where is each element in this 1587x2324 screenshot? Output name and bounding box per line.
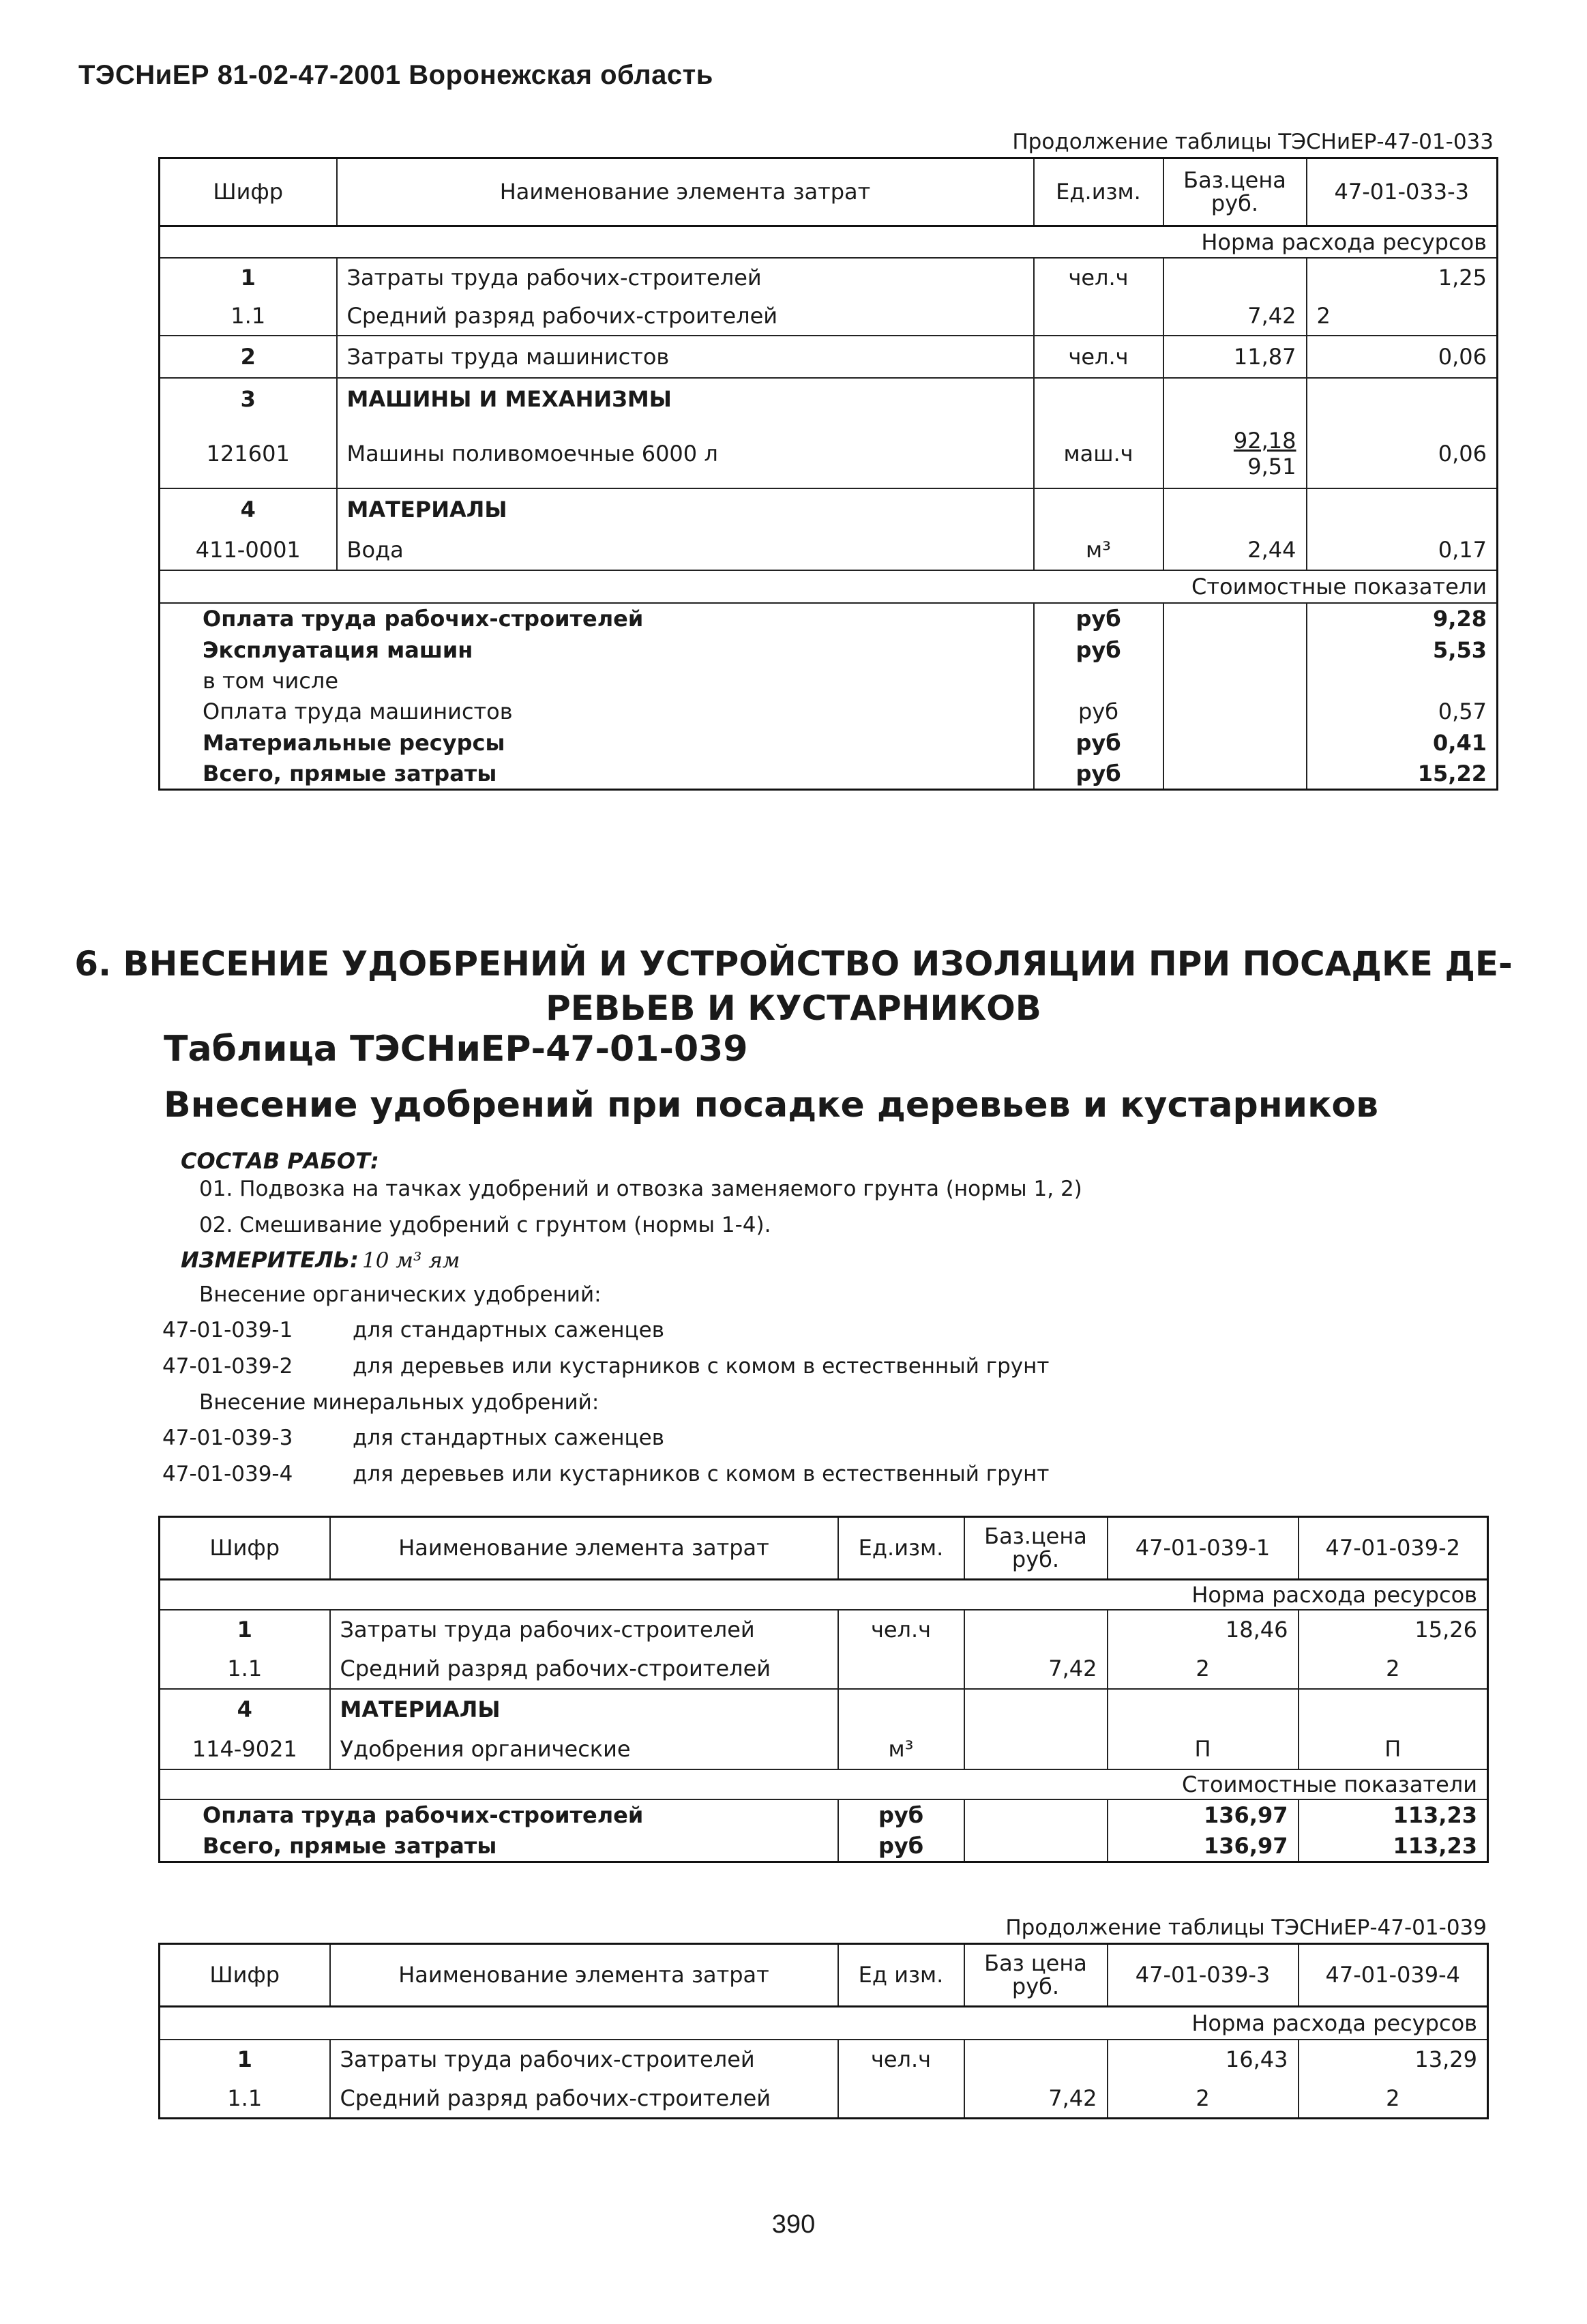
cost-row: Эксплуатация машин руб 5,53 xyxy=(160,634,1498,666)
item-code: 47-01-039-2 xyxy=(162,1354,293,1379)
col-code: Шифр xyxy=(160,1944,330,2007)
table-row: 1 Затраты труда рабочих-строителей чел.ч 16,43 13,29 xyxy=(160,2040,1488,2079)
cost-row: Оплата труда рабочих-строителей руб 136,97 113,23 xyxy=(160,1799,1488,1831)
table3-header-row xyxy=(160,1944,1488,2007)
table-title: Таблица ТЭСНиЕР-47-01-039 xyxy=(164,1029,748,1070)
col-price: Баз цена руб. xyxy=(964,1944,1108,2007)
cost-row: Материальные ресурсы руб 0,41 xyxy=(160,727,1498,759)
col-norm-2: 47-01-039-2 xyxy=(1299,1517,1488,1580)
table-row: 121601 Машины поливомоечные 6000 л маш.ч 92,18 9,51 0,06 xyxy=(160,420,1498,488)
table2-norms-band: Норма расхода ресурсов xyxy=(160,1580,1488,1610)
col-norm-4: 47-01-039-4 xyxy=(1299,1944,1488,2007)
table2-costs-band: Стоимостные показатели xyxy=(160,1769,1488,1799)
table3 xyxy=(158,1943,1489,2119)
col-norm-3: 47-01-039-3 xyxy=(1108,1944,1299,2007)
table-row: 3 МАШИНЫ И МЕХАНИЗМЫ xyxy=(160,378,1498,420)
table1 xyxy=(158,157,1498,791)
cost-row: в том числе xyxy=(160,666,1498,696)
table-row: 1.1 Средний разряд рабочих-строителей 7,42 2 2 xyxy=(160,1649,1488,1689)
table1-continuation: Продолжение таблицы ТЭСНиЕР-47-01-033 xyxy=(1012,130,1494,154)
works-label: СОСТАВ РАБОТ: xyxy=(181,1148,379,1174)
table-row: 1 Затраты труда рабочих-строителей чел.ч 18,46 15,26 xyxy=(160,1610,1488,1649)
group-organic: Внесение органических удобрений: xyxy=(199,1282,602,1307)
work-item-1: 01. Подвозка на тачках удобрений и отвозка заменяемого грунта (нормы 1, 2) xyxy=(199,1177,1082,1201)
item-code: 47-01-039-1 xyxy=(162,1318,293,1342)
table3-continuation: Продолжение таблицы ТЭСНиЕР-47-01-039 xyxy=(1005,1915,1487,1940)
page-number: 390 xyxy=(771,2210,816,2239)
col-unit: Ед.изм. xyxy=(1034,158,1163,226)
table2 xyxy=(158,1516,1489,1863)
table-row: 1.1 Средний разряд рабочих-строителей 7,42 2 2 xyxy=(160,2079,1488,2119)
col-price: Баз.цена руб. xyxy=(964,1517,1108,1580)
item-text: для стандартных саженцев xyxy=(353,1426,664,1450)
item-code: 47-01-039-3 xyxy=(162,1426,293,1450)
item-text: для деревьев или кустарников с комом в естественный грунт xyxy=(353,1354,1050,1379)
cost-row: Всего, прямые затраты руб 136,97 113,23 xyxy=(160,1831,1488,1862)
col-unit: Ед.изм. xyxy=(838,1517,964,1580)
col-norm-1: 47-01-039-1 xyxy=(1108,1517,1299,1580)
col-price: Баз.цена руб. xyxy=(1163,158,1307,226)
col-name: Наименование элемента затрат xyxy=(330,1944,838,2007)
item-code: 47-01-039-4 xyxy=(162,1462,293,1486)
section-title-line2: РЕВЬЕВ И КУСТАРНИКОВ xyxy=(546,988,1041,1028)
page-header: ТЭСНиЕР 81-02-47-2001 Воронежская область xyxy=(78,60,713,90)
table1-header-row xyxy=(160,158,1498,226)
col-name: Наименование элемента затрат xyxy=(330,1517,838,1580)
item-text: для деревьев или кустарников с комом в естественный грунт xyxy=(353,1462,1050,1486)
col-unit: Ед изм. xyxy=(838,1944,964,2007)
work-item-2: 02. Смешивание удобрений с грунтом (нормы 1-4). xyxy=(199,1213,771,1237)
cost-row: Оплата труда машинистов руб 0,57 xyxy=(160,696,1498,727)
group-mineral: Внесение минеральных удобрений: xyxy=(199,1390,599,1415)
col-norm: 47-01-033-3 xyxy=(1307,158,1498,226)
cost-row: Оплата труда рабочих-строителей руб 9,28 xyxy=(160,603,1498,634)
table-row: 114-9021 Удобрения органические м³ П П xyxy=(160,1730,1488,1769)
table-row: 1 Затраты труда рабочих-строителей чел.ч 1,25 xyxy=(160,258,1498,297)
table-row: 1.1 Средний разряд рабочих-строителей 7,42 2 xyxy=(160,297,1498,336)
table-row: 4 МАТЕРИАЛЫ xyxy=(160,1689,1488,1730)
cost-row: Всего, прямые затраты руб 15,22 xyxy=(160,759,1498,790)
section-title-line1: 6. ВНЕСЕНИЕ УДОБРЕНИЙ И УСТРОЙСТВО ИЗОЛЯЦИИ ПРИ ПОСАДКЕ ДЕ- xyxy=(74,944,1513,984)
table-row: 4 МАТЕРИАЛЫ xyxy=(160,488,1498,531)
table-row: 411-0001 Вода м³ 2,44 0,17 xyxy=(160,531,1498,570)
meter-value: 10 м³ ям xyxy=(362,1248,460,1273)
table2-header-row xyxy=(160,1517,1488,1580)
table1-norms-band: Норма расхода ресурсов xyxy=(160,226,1498,258)
meter-label: ИЗМЕРИТЕЛЬ: xyxy=(181,1247,359,1273)
table-row: 2 Затраты труда машинистов чел.ч 11,87 0,06 xyxy=(160,336,1498,378)
col-code: Шифр xyxy=(160,1517,330,1580)
meter-line xyxy=(181,1247,460,1273)
col-code: Шифр xyxy=(160,158,337,226)
table1-costs-band: Стоимостные показатели xyxy=(160,570,1498,603)
col-name: Наименование элемента затрат xyxy=(337,158,1034,226)
table-subtitle: Внесение удобрений при посадке деревьев и кустарников xyxy=(164,1085,1378,1126)
table3-norms-band: Норма расхода ресурсов xyxy=(160,2007,1488,2040)
item-text: для стандартных саженцев xyxy=(353,1318,664,1342)
